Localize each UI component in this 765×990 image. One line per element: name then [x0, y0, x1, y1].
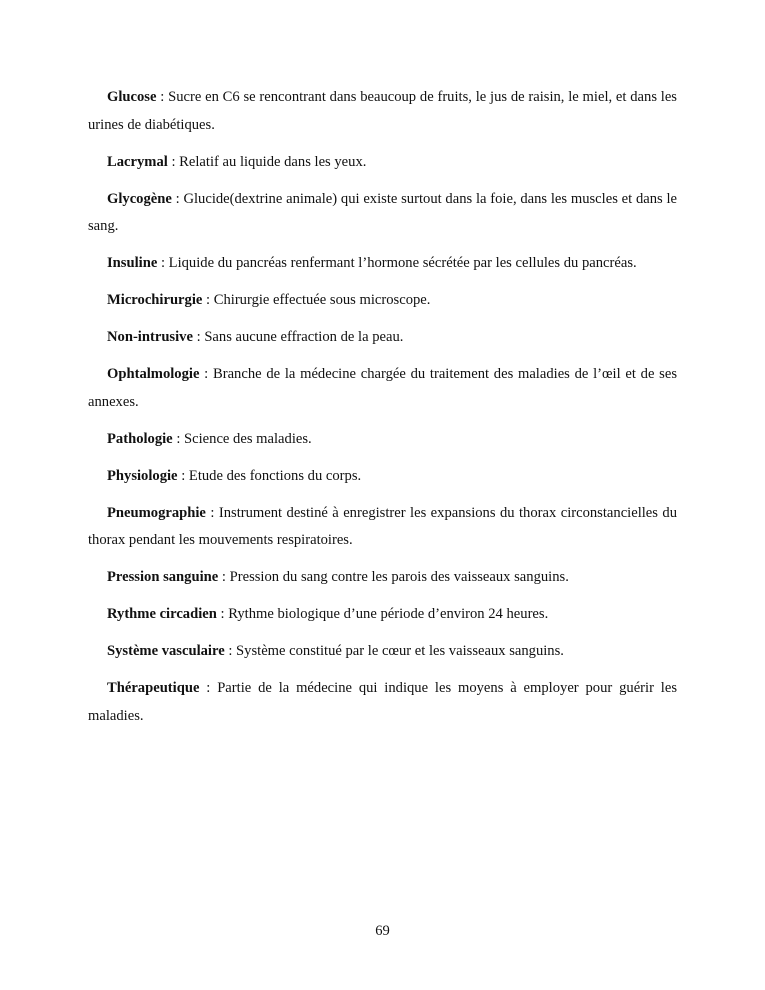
glossary-term: Insuline [107, 255, 158, 271]
glossary-definition: Liquide du pancréas renfermant l’hormone sécrétée par les cellules du pancréas. [168, 255, 637, 271]
glossary-definition: Pression du sang contre les parois des vaisseaux sanguins. [229, 569, 569, 585]
glossary-entry-therapeutique [88, 675, 677, 730]
term-separator: : [171, 190, 184, 207]
glossary-definition: Rythme biologique d’une période d’environ 24 heures. [228, 606, 549, 622]
glossary-term: Thérapeutique [107, 680, 200, 696]
term-separator: : [177, 467, 189, 484]
glossary-entry-microchirurgie [88, 287, 677, 315]
glossary-entry-lacrymal [88, 149, 677, 177]
glossary-term: Physiologie [107, 467, 178, 484]
glossary-term: Lacrymal [107, 153, 168, 170]
glossary-definition: Relatif au liquide dans les yeux. [179, 153, 367, 170]
glossary-entry-pression-sanguine [88, 564, 677, 592]
glossary-definition: Instrument destiné à enregistrer les expansions du thorax circonstancielles du thorax pendant les mouvements respiratoires. [88, 504, 677, 548]
term-separator: : [172, 430, 185, 447]
glossary-term: Système vasculaire [107, 643, 225, 659]
glossary-term: Pression sanguine [107, 569, 219, 585]
glossary-entry-insuline [88, 250, 677, 278]
glossary-definition: Partie de la médecine qui indique les moyens à employer pour guérir les maladies. [88, 680, 677, 724]
glossary-entry-pneumographie [88, 500, 677, 555]
glossary-term: Non-intrusive [107, 329, 193, 345]
page-number: 69 [375, 923, 390, 939]
glossary-term: Microchirurgie [107, 292, 203, 308]
glossary-definition: Chirurgie effectuée sous microscope. [213, 292, 431, 308]
glossary-entry-systeme-vasculaire [88, 638, 677, 666]
glossary-entry-ophtalmologie [88, 361, 677, 416]
term-separator: : [192, 329, 205, 345]
glossary-definition: Système constitué par le cœur et les vaisseaux sanguins. [236, 643, 564, 659]
glossary-term: Pneumographie [107, 504, 206, 521]
glossary-entry-glucose [88, 84, 677, 139]
glossary-definition: Etude des fonctions du corps. [188, 467, 362, 484]
glossary-definition: Sucre en C6 se rencontrant dans beaucoup de fruits, le jus de raisin, le miel, et dans les urines de diabétiques. [88, 89, 677, 133]
term-separator: : [167, 153, 180, 170]
glossary-list [88, 84, 677, 740]
term-separator: : [224, 643, 237, 659]
term-separator: : [199, 680, 218, 696]
glossary-entry-physiologie [88, 463, 677, 491]
glossary-term: Glucose [107, 89, 157, 105]
glossary-term: Pathologie [107, 430, 173, 447]
term-separator: : [156, 89, 169, 105]
glossary-term: Ophtalmologie [107, 366, 200, 382]
glossary-definition: Branche de la médecine chargée du traitement des maladies de l’œil et de ses annexes. [88, 366, 677, 410]
term-separator: : [205, 504, 219, 521]
term-separator: : [202, 292, 214, 308]
glossary-definition: Glucide(dextrine animale) qui existe surtout dans la foie, dans les muscles et dans le sang. [88, 190, 677, 234]
term-separator: : [216, 606, 229, 622]
term-separator: : [157, 255, 169, 271]
glossary-entry-pathologie [88, 426, 677, 454]
glossary-entry-non-intrusive [88, 324, 677, 352]
glossary-term: Glycogène [107, 190, 172, 207]
term-separator: : [199, 366, 213, 382]
glossary-term: Rythme circadien [107, 606, 217, 622]
term-separator: : [218, 569, 230, 585]
glossary-definition: Sans aucune effraction de la peau. [204, 329, 404, 345]
glossary-definition: Science des maladies. [184, 430, 312, 447]
glossary-entry-glycogene [88, 186, 677, 241]
glossary-entry-rythme-circadien [88, 601, 677, 629]
